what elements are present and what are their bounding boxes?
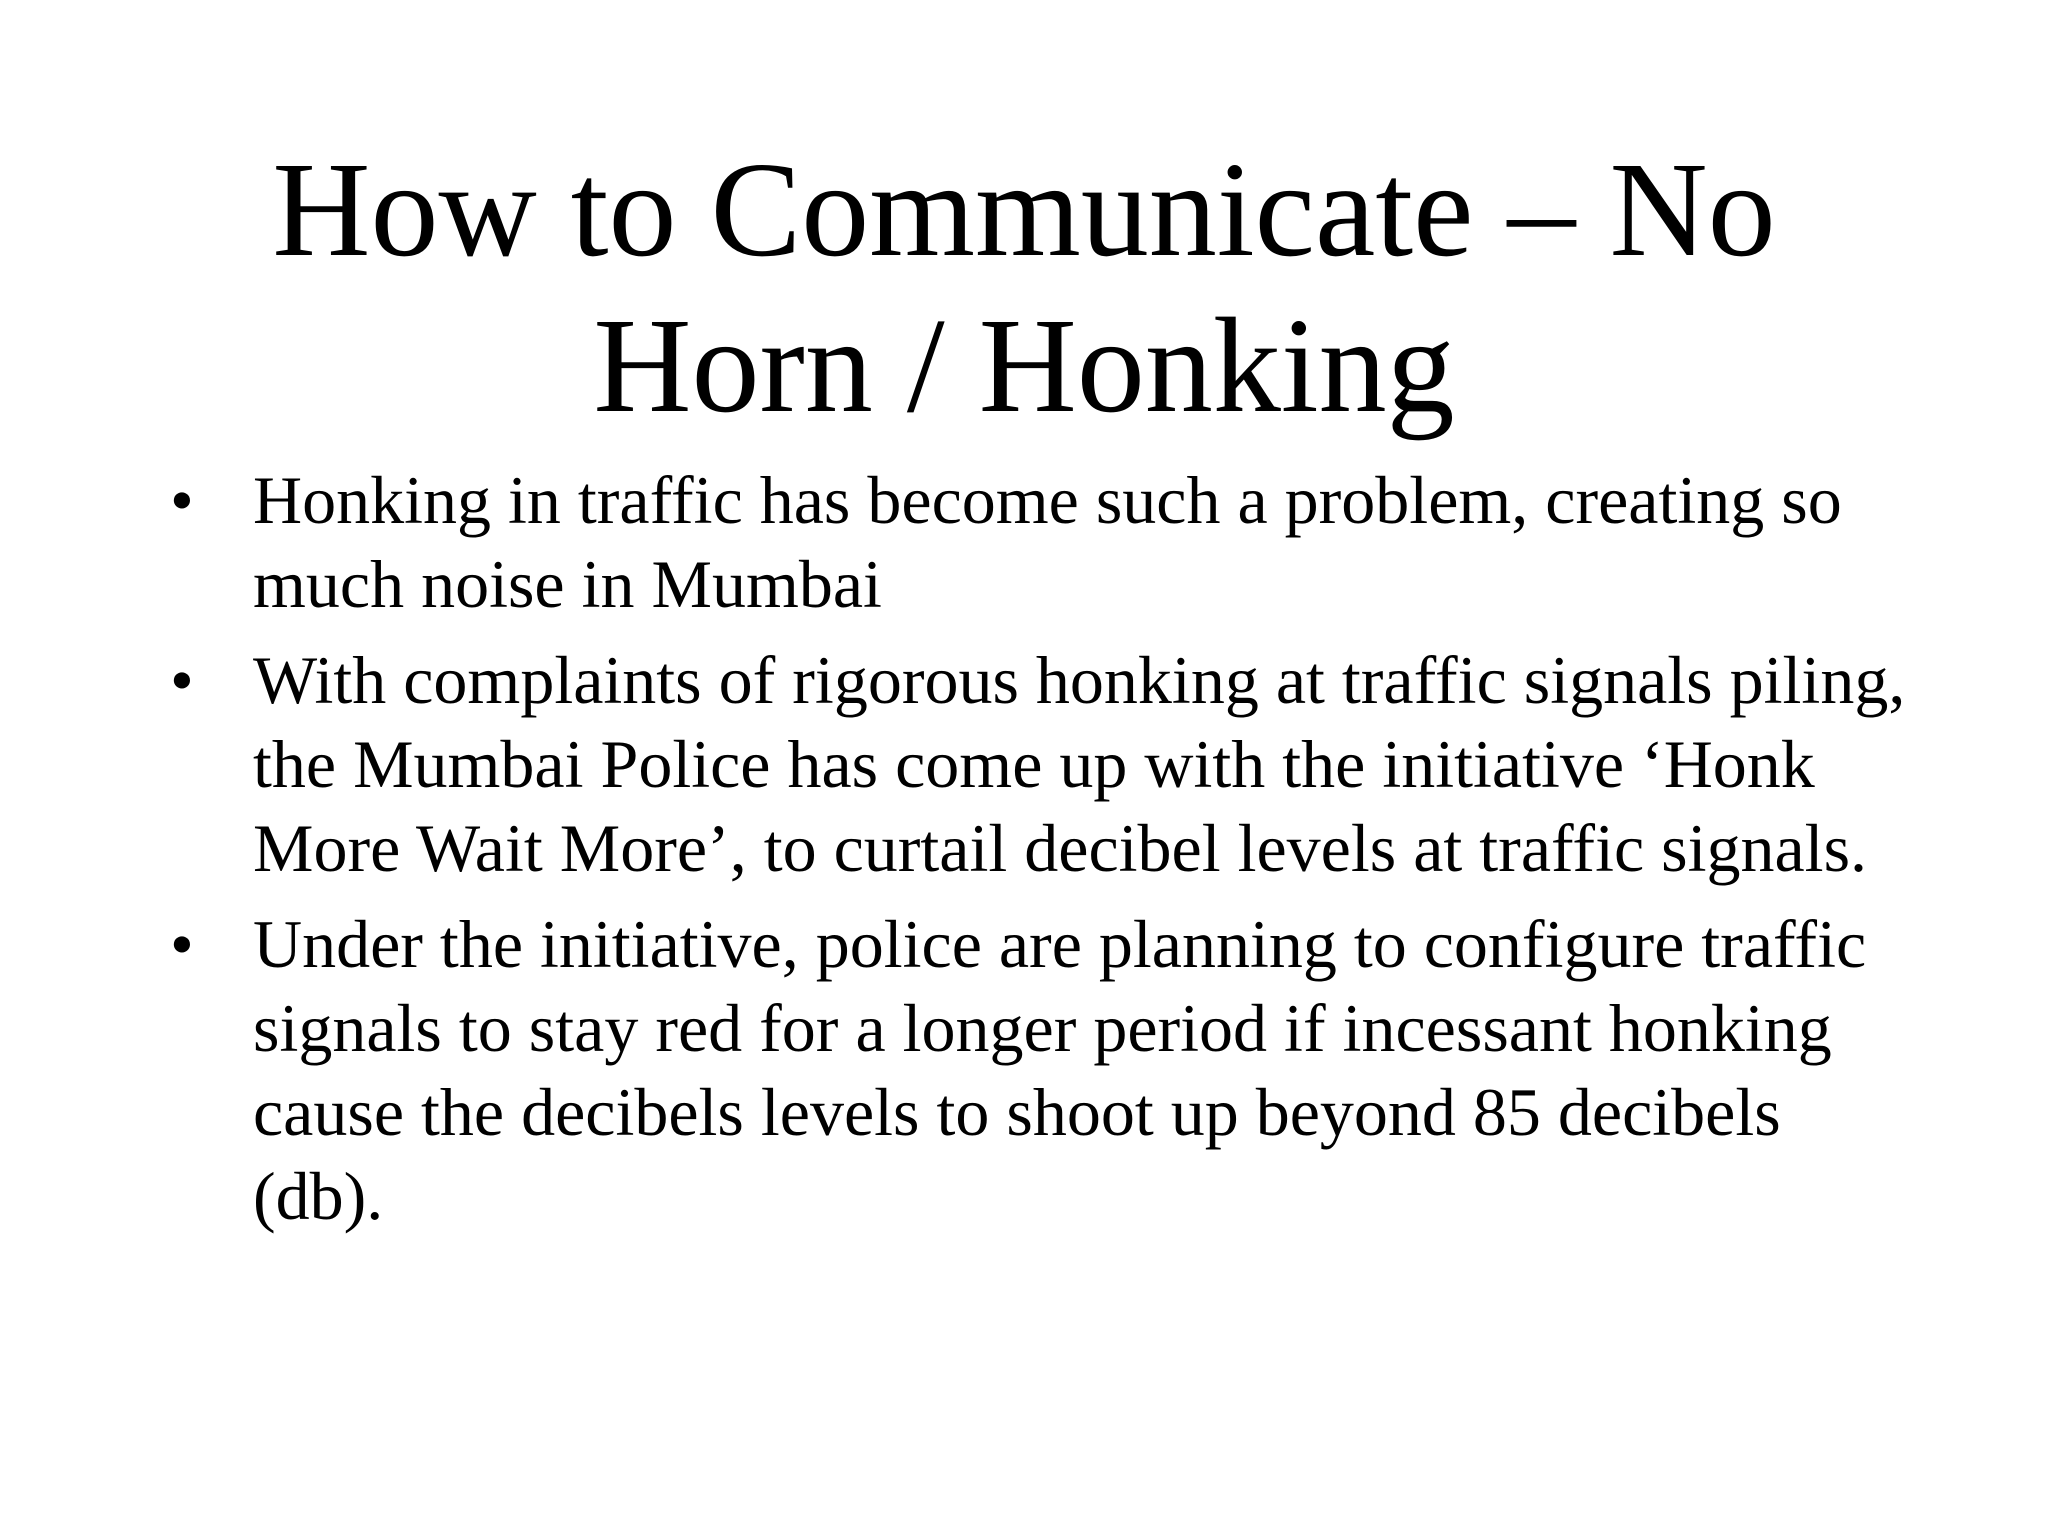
bullet-text: With complaints of rigorous honking at traffic signals piling, the Mumbai Police has come up with the initiative ‘Honk More Wait More’, to curtail decibel levels at traffic signals. [253,642,1906,886]
bullet-item [170,902,1910,1238]
bullet-text: Under the initiative, police are planning to configure traffic signals to stay red for a longer period if incessant honking cause the decibels levels to shoot up beyond 85 decibels (db). [253,906,1867,1234]
bullet-item [170,458,1910,626]
bullet-marker: • [170,906,194,982]
bullet-item [170,638,1910,890]
bullet-marker: • [170,642,194,718]
slide-title: How to Communicate – No Horn / Honking [272,135,1776,441]
bullet-text: Honking in traffic has become such a problem, creating so much noise in Mumbai [253,462,1842,622]
bullet-marker: • [170,462,194,538]
bullet-list [170,458,1910,1250]
